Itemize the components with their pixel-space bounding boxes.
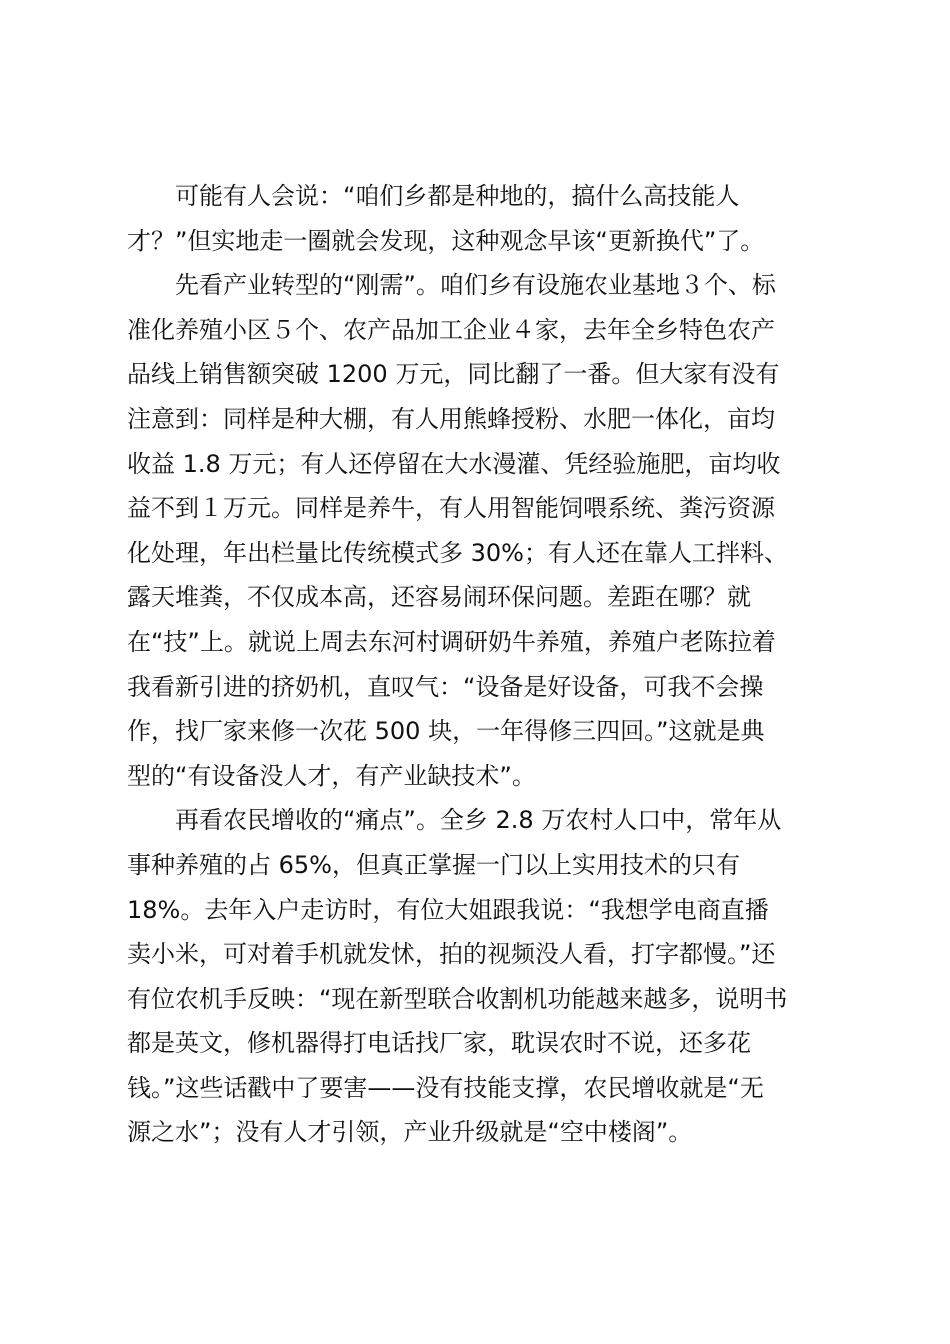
text-line: 都是英文，修机器得打电话找厂家，耽误农时不说，还多花 xyxy=(127,1029,751,1058)
text-line: 才？”但实地走一圈就会发现，这种观念早该“更新换代”了。 xyxy=(127,226,765,255)
text-line: 注意到：同样是种大棚，有人用熊蜂授粉、水肥一体化，亩均 xyxy=(127,404,775,433)
text-line: 事种养殖的占 65%，但真正掌握一门以上实用技术的只有 xyxy=(127,850,740,879)
text-line: 化处理，年出栏量比传统模式多 30%；有人还在靠人工拌料、 xyxy=(127,538,788,567)
text-line: 露天堆粪，不仅成本高，还容易闹环保问题。差距在哪？就 xyxy=(127,583,751,612)
text-line: 我看新引进的挤奶机，直叹气：“设备是好设备，可我不会操 xyxy=(127,672,764,701)
text-line: 准化养殖小区５个、农产品加工企业４家，去年全乡特色农产 xyxy=(127,315,775,344)
text-line: 益不到１万元。同样是养牛，有人用智能饲喂系统、粪污资源 xyxy=(127,494,775,523)
text-line: 型的“有设备没人才，有产业缺技术”。 xyxy=(127,761,536,790)
text-line: 收益 1.8 万元；有人还停留在大水漫灌、凭经验施肥，亩均收 xyxy=(127,449,781,478)
text-line: 品线上销售额突破 1200 万元，同比翻了一番。但大家有没有 xyxy=(127,360,780,389)
document-body xyxy=(127,174,827,1155)
text-line: 作，找厂家来修一次花 500 块，一年得修三四回。”这就是典 xyxy=(127,717,765,746)
paragraph-3 xyxy=(127,798,827,1155)
paragraph-2 xyxy=(127,263,827,798)
text-line: 在“技”上。就说上周去东河村调研奶牛养殖，养殖户老陈拉着 xyxy=(127,627,776,656)
text-line: 可能有人会说：“咱们乡都是种地的，搞什么高技能人 xyxy=(175,182,740,210)
text-line: 钱。”这些话戳中了要害——没有技能支撑，农民增收就是“无 xyxy=(127,1073,764,1102)
text-line: 18%。去年入户走访时，有位大姐跟我说：“我想学电商直播 xyxy=(127,895,769,924)
paragraph-1 xyxy=(127,174,827,263)
text-line: 卖小米，可对着手机就发怵，拍的视频没人看，打字都慢。”还 xyxy=(127,940,776,969)
text-line: 再看农民增收的“痛点”。全乡 2.8 万农村人口中，常年从 xyxy=(175,806,782,835)
text-line: 先看产业转型的“刚需”。咱们乡有设施农业基地３个、标 xyxy=(175,271,776,300)
text-line: 有位农机手反映：“现在新型联合收割机功能越来越多，说明书 xyxy=(127,984,788,1013)
text-line: 源之水”；没有人才引领，产业升级就是“空中楼阁”。 xyxy=(127,1118,693,1147)
